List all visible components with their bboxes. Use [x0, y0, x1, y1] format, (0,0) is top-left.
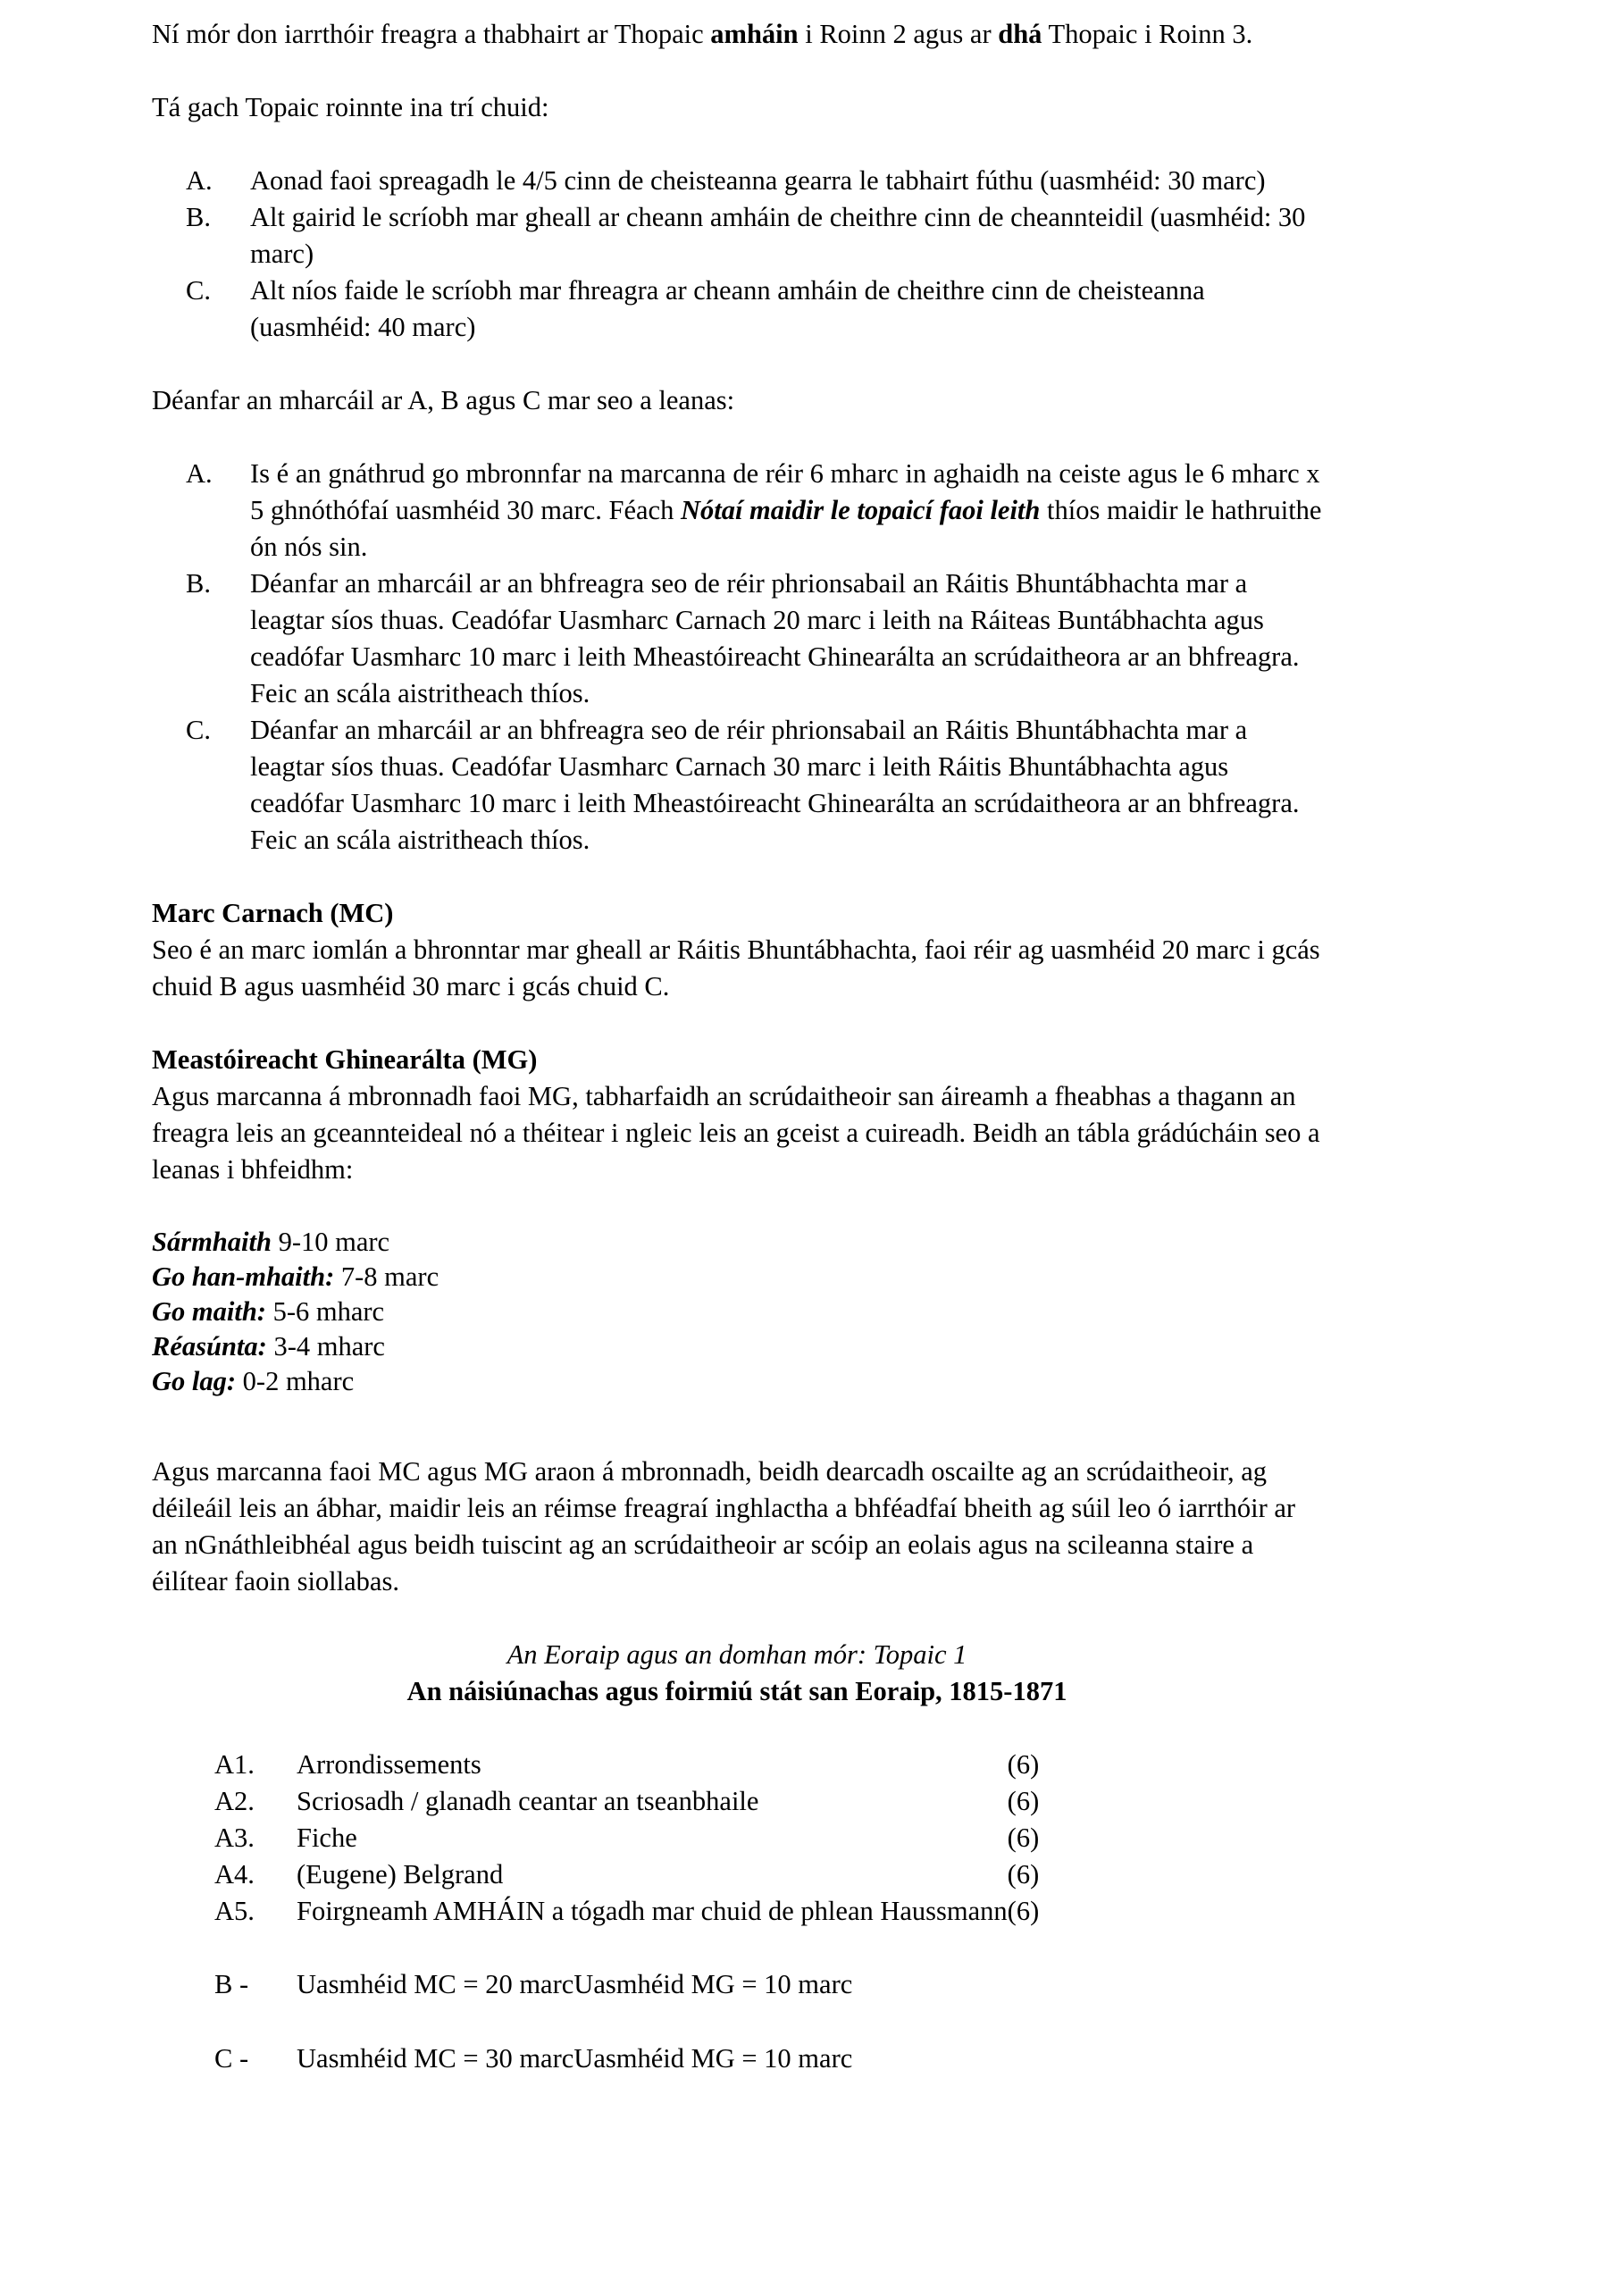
answer-key: A4. — [214, 1859, 255, 1890]
answer-text: Scriosadh / glanadh ceantar an tseanbhaile — [297, 1786, 759, 1816]
table-row — [214, 2040, 852, 2077]
spacer — [152, 419, 1322, 456]
answer-text: Arrondissements — [297, 1749, 481, 1780]
marc-carnach-heading: Marc Carnach (MC) — [152, 898, 394, 928]
answer-text: Foirgneamh AMHÁIN a tógadh mar chuid de phlean Haussmann — [297, 1896, 1008, 1926]
grade-label: Réasúnta: — [152, 1331, 267, 1362]
spacer-cell — [297, 2003, 573, 2040]
list-item-text: Aonad faoi spreagadh le 4/5 cinn de cheisteanna gearra le tabhairt fúthu (uasmhéid: 30 marc) — [250, 165, 1266, 196]
intro-segment-2: i Roinn 2 agus ar — [798, 19, 999, 49]
mcmg-mc-value: Uasmhéid MC = 20 marc — [297, 1969, 574, 1999]
closing-paragraph: Agus marcanna faoi MC agus MG araon á mbronnadh, beidh dearcadh oscailte ag an scrúdaitheoir, ag déileáil leis an ábhar, maidir leis an réimse freagraí inghlactha a bhféadfaí bheith ag súil leo ó iarrthóir ar an nGnáthleibhéal agus beidh tuiscint ag an scrúdaitheoir ar scóip an eolais agus na scileanna staire a éilítear faoin siollabas. — [152, 1456, 1296, 1596]
mcmg-mg-value: Uasmhéid MG = 10 marc — [573, 2043, 853, 2074]
list-marker: B. — [186, 202, 211, 232]
list-marker: C. — [186, 715, 211, 745]
grade-value: 7-8 marc — [334, 1261, 439, 1292]
intro-segment-3: Thopaic i Roinn 3. — [1042, 19, 1253, 49]
list-item — [186, 712, 1322, 859]
topic-header — [152, 1637, 1322, 1710]
spacer — [152, 346, 1322, 382]
answer-key: A1. — [214, 1749, 255, 1780]
marking-a-emphasis: Nótaí maidir le topaicí faoi leith — [680, 495, 1041, 525]
answer-text: Fiche — [297, 1823, 357, 1853]
grade-value: 3-4 mharc — [266, 1331, 385, 1362]
grade-label: Go han-mhaith: — [152, 1261, 335, 1292]
answer-marks: (6) — [1007, 1896, 1040, 1926]
intro-bold-amhain: amháin — [710, 19, 799, 49]
list-marker: C. — [186, 275, 211, 306]
list-item-text: Alt gairid le scríobh mar gheall ar cheann amháin de cheithre cinn de cheannteidil (uasmhéid: 30 marc) — [250, 202, 1306, 269]
marking-intro-line: Déanfar an mharcáil ar A, B agus C mar seo a leanas: — [152, 385, 735, 415]
answer-key: A5. — [214, 1896, 255, 1926]
meastoireacht-heading: Meastóireacht Ghinearálta (MG) — [152, 1044, 538, 1075]
grade-value: 0-2 mharc — [236, 1366, 355, 1396]
mcmg-key: C - — [214, 2043, 249, 2074]
list-item — [186, 199, 1322, 272]
spacer — [152, 1930, 1322, 1966]
answer-marks: (6) — [1007, 1749, 1040, 1780]
grade-row — [152, 1225, 1322, 1260]
answer-key: A3. — [214, 1823, 255, 1853]
topic-title: An náisiúnachas agus foirmiú stát san Eoraip, 1815-1871 — [406, 1676, 1067, 1706]
topic-subtitle: An Eoraip agus an domhan mór: Topaic 1 — [506, 1639, 967, 1670]
intro-segment-1: Ní mór don iarrthóir freagra a thabhairt ar Thopaic — [152, 19, 711, 49]
grade-label: Sármhaith — [152, 1227, 272, 1257]
spacer — [152, 53, 1322, 89]
spacer — [152, 859, 1322, 895]
spacer — [152, 1710, 1322, 1747]
grade-row — [152, 1260, 1322, 1295]
list-item — [186, 456, 1322, 566]
spacer — [152, 1005, 1322, 1042]
marking-a-segment-1: Is é an gnáthrud go mbronnfar na marcanna de réir 6 mharc in aghaidh na ceiste agus le 6 mharc x 5 ghnóthófaí uasmhéid 30 marc. Féach — [250, 458, 1320, 525]
mcmg-mg-value: Uasmhéid MG = 10 marc — [573, 1969, 853, 1999]
list-marker: A. — [186, 458, 213, 489]
grade-row — [152, 1295, 1322, 1329]
spacer — [152, 1188, 1322, 1225]
mcmg-table — [214, 1966, 852, 2077]
answer-marks: (6) — [1007, 1823, 1040, 1853]
table-row — [214, 1820, 1039, 1856]
answer-marks: (6) — [1007, 1859, 1040, 1890]
table-row — [214, 1783, 1039, 1820]
list-marker: A. — [186, 165, 213, 196]
spacer — [152, 126, 1322, 163]
grade-label: Go maith: — [152, 1296, 266, 1327]
list-item — [186, 566, 1322, 712]
answer-text: (Eugene) Belgrand — [297, 1859, 504, 1890]
answer-key: A2. — [214, 1786, 255, 1816]
parts-list — [152, 163, 1322, 346]
list-marker: B. — [186, 568, 211, 599]
marc-carnach-body: Seo é an marc iomlán a bhronntar mar gheall ar Ráitis Bhuntábhachta, faoi réir ag uasmhéid 20 marc i gcás chuid B agus uasmhéid 30 marc i gcás chuid C. — [152, 934, 1320, 1001]
marking-list — [152, 456, 1322, 859]
table-row — [214, 1966, 852, 2003]
spacer — [152, 1436, 1322, 1454]
grade-scale — [152, 1225, 1322, 1399]
answer-marks: (6) — [1007, 1786, 1040, 1816]
document-content — [152, 16, 1322, 2077]
meastoireacht-body: Agus marcanna á mbronnadh faoi MG, tabharfaidh an scrúdaitheoir san áireamh a fheabhas a thagann an freagra leis an gceannteideal nó a théitear i ngleic leis an gceist a cuireadh. Beidh an tábla grádúcháin seo a leanas i bhfeidhm: — [152, 1081, 1320, 1185]
table-row — [214, 1856, 1039, 1893]
divided-line: Tá gach Topaic roinnte ina trí chuid: — [152, 92, 549, 122]
list-item — [186, 163, 1322, 199]
spacer — [152, 1399, 1322, 1436]
list-item — [186, 272, 1322, 346]
grade-value: 5-6 mharc — [265, 1296, 385, 1327]
table-row-spacer — [214, 2003, 852, 2040]
grade-row — [152, 1329, 1322, 1364]
mcmg-mc-value: Uasmhéid MC = 30 marc — [297, 2043, 574, 2074]
list-item-text: Alt níos faide le scríobh mar fhreagra ar cheann amháin de cheithre cinn de cheisteanna (uasmhéid: 40 marc) — [250, 275, 1205, 342]
spacer — [152, 1600, 1322, 1637]
grade-label: Go lag: — [152, 1366, 237, 1396]
intro-paragraph — [152, 16, 1322, 53]
mcmg-key: B - — [214, 1969, 249, 1999]
table-row — [214, 1893, 1039, 1930]
grade-value: 9-10 marc — [271, 1227, 390, 1257]
marking-a-segment-2: thíos maidir le hathruithe ón nós sin. — [250, 495, 1322, 562]
list-item-text: Déanfar an mharcáil ar an bhfreagra seo de réir phrionsabail an Ráitis Bhuntábhachta mar a leagtar síos thuas. Ceadófar Uasmharc Carnach 30 marc i leith Ráitis Bhuntábhachta agus ceadófar Uasmharc 10 marc i leith Mheastóireacht Ghinearálta an scrúdaitheora ar an bhfreagra. Feic an scála aistritheach thíos. — [250, 715, 1300, 855]
table-row — [214, 1747, 1039, 1783]
intro-bold-dha: dhá — [998, 19, 1042, 49]
answers-table — [214, 1747, 1039, 1930]
spacer-cell — [573, 2003, 852, 2040]
grade-row — [152, 1364, 1322, 1399]
spacer-cell — [214, 2003, 297, 2040]
list-item-text: Déanfar an mharcáil ar an bhfreagra seo de réir phrionsabail an Ráitis Bhuntábhachta mar a leagtar síos thuas. Ceadófar Uasmharc Carnach 20 marc i leith na Ráiteas Buntábhachta agus ceadófar Uasmharc 10 marc i leith Mheastóireacht Ghinearálta an scrúdaitheora ar an bhfreagra. Feic an scála aistritheach thíos. — [250, 568, 1300, 708]
